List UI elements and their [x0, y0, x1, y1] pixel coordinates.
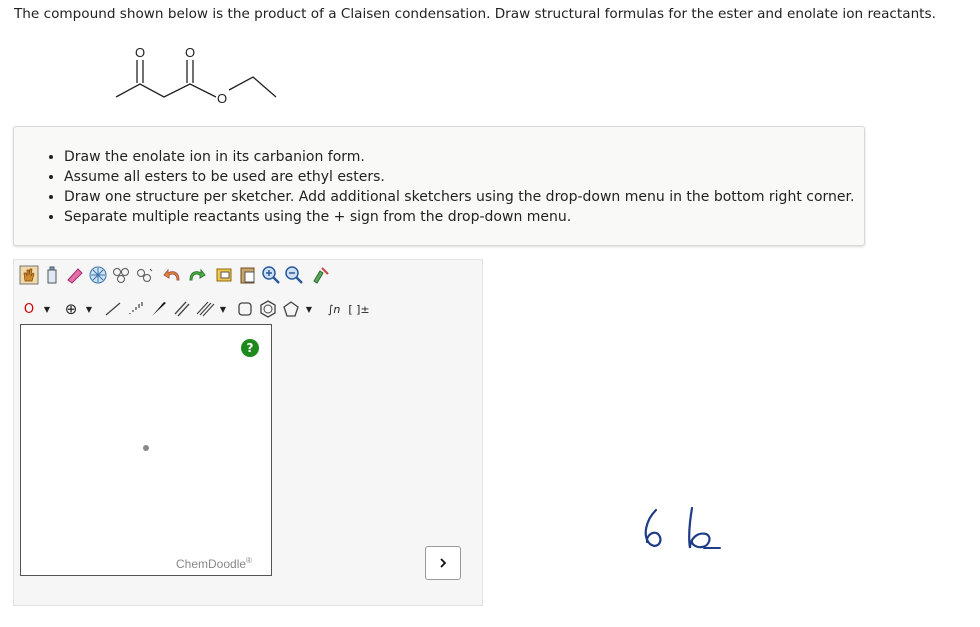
clean-icon[interactable]	[311, 265, 331, 285]
zoom-in-icon[interactable]	[261, 265, 281, 285]
question-text: The compound shown below is the product of a Claisen condensation. Draw structural formulas for the ester and enolate ion reactants.	[14, 6, 936, 22]
instructions-panel	[13, 126, 865, 246]
paste-icon[interactable]	[238, 265, 258, 285]
ring-dropdown-icon[interactable]: ▼	[305, 304, 313, 314]
copy-icon[interactable]	[215, 265, 235, 285]
carbonyl-o-2: O	[185, 45, 196, 60]
wedge-bond-icon[interactable]	[149, 299, 169, 319]
hashed-bond-icon[interactable]	[126, 299, 146, 319]
charge-plus-icon: ⊕	[64, 300, 78, 318]
add-sketcher-dropdown[interactable]	[425, 546, 461, 580]
cyclopentane-icon[interactable]	[281, 299, 301, 319]
cursor-dot	[143, 445, 149, 451]
cyclobutane-icon[interactable]	[235, 299, 255, 319]
template-rings-icon[interactable]	[111, 265, 131, 285]
zoom-out-icon[interactable]	[284, 265, 304, 285]
template-chain-icon[interactable]	[134, 265, 154, 285]
eraser-icon[interactable]	[65, 265, 85, 285]
clear-icon[interactable]	[42, 265, 62, 285]
ester-o: O	[217, 91, 228, 106]
sketcher	[13, 259, 483, 606]
atom-tool[interactable]	[19, 299, 39, 319]
bond-dropdown-icon[interactable]: ▼	[219, 304, 227, 314]
atom-dropdown-icon[interactable]: ▼	[43, 304, 51, 314]
help-button[interactable]: ?	[241, 339, 259, 357]
repeat-unit-icon[interactable]: ∫n	[327, 302, 341, 316]
bracket-icon[interactable]: [ ]±	[348, 302, 370, 316]
charge-dropdown-icon[interactable]: ▼	[85, 304, 93, 314]
chemdoodle-brand: ChemDoodle®	[176, 556, 252, 571]
instruction-item: • Assume all esters to be used are ethyl esters.	[64, 167, 864, 187]
instruction-item: • Draw the enolate ion in its carbanion form.	[64, 147, 864, 167]
toolbar-top	[19, 262, 334, 288]
drawing-canvas[interactable]	[20, 324, 272, 576]
carbonyl-o-1: O	[135, 45, 146, 60]
instruction-item: • Draw one structure per sketcher. Add additional sketchers using the drop-down menu in the bottom right corner.	[64, 187, 864, 207]
atom-label: O	[23, 301, 35, 317]
hand-tool-icon[interactable]	[19, 265, 39, 285]
product-structure	[108, 40, 288, 110]
charge-tool[interactable]	[61, 299, 81, 319]
benzene-icon[interactable]	[258, 299, 278, 319]
handwritten-note	[640, 496, 740, 556]
redo-icon[interactable]	[186, 265, 206, 285]
triple-bond-icon[interactable]	[195, 299, 215, 319]
double-bond-icon[interactable]	[172, 299, 192, 319]
center-icon[interactable]	[88, 265, 108, 285]
undo-icon[interactable]	[163, 265, 183, 285]
chevron-right-icon	[437, 557, 449, 569]
instruction-item: • Separate multiple reactants using the + sign from the drop-down menu.	[64, 207, 864, 227]
toolbar-bottom	[19, 296, 373, 322]
single-bond-icon[interactable]	[103, 299, 123, 319]
